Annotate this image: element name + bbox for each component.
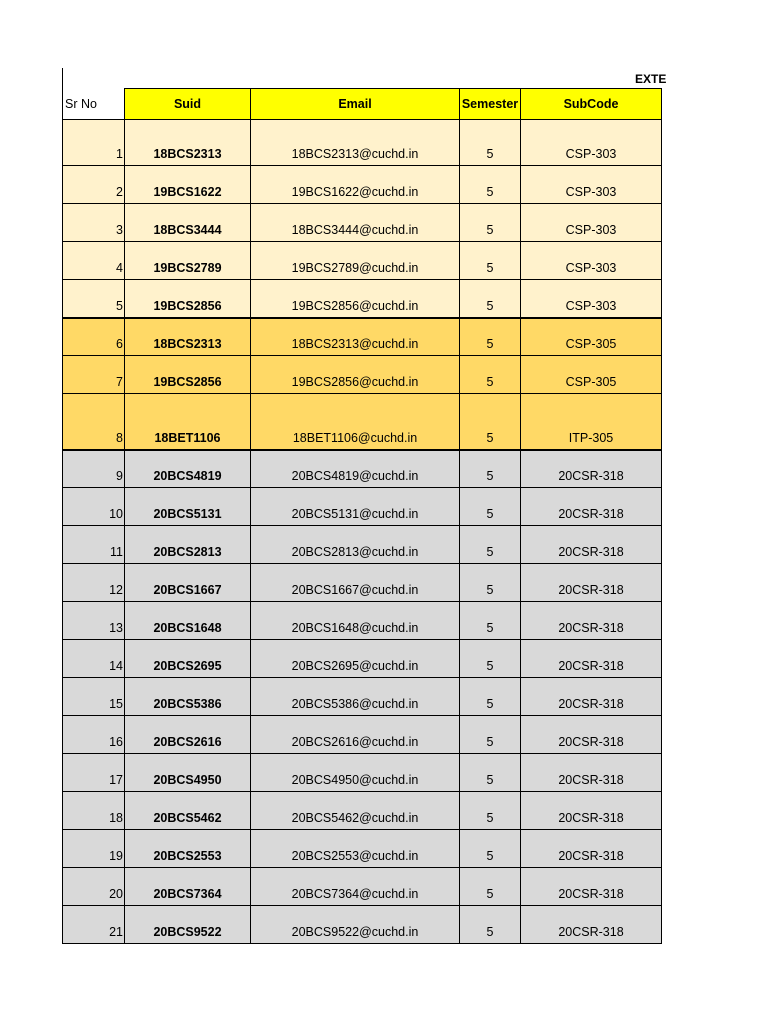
sheet-title[interactable]: EXTE (635, 72, 667, 86)
cell-sr-no[interactable]: 4 (63, 242, 125, 280)
cell-subcode[interactable]: CSP-305 (521, 356, 662, 394)
cell-email[interactable]: 19BCS2856@cuchd.in (251, 356, 460, 394)
cell-sr-no[interactable]: 2 (63, 166, 125, 204)
table-row (63, 564, 662, 602)
student-table (62, 88, 662, 944)
cell-sr-no[interactable]: 21 (63, 906, 125, 944)
cell-semester[interactable]: 5 (460, 526, 521, 564)
cell-email[interactable]: 20BCS7364@cuchd.in (251, 868, 460, 906)
cell-suid[interactable]: 18BCS2313 (125, 120, 251, 166)
cell-semester[interactable]: 5 (460, 830, 521, 868)
table-row (63, 792, 662, 830)
cell-semester[interactable]: 5 (460, 716, 521, 754)
cell-semester[interactable]: 5 (460, 394, 521, 450)
cell-subcode[interactable]: 20CSR-318 (521, 564, 662, 602)
table-row (63, 526, 662, 564)
cell-semester[interactable]: 5 (460, 318, 521, 356)
cell-email[interactable]: 20BCS4819@cuchd.in (251, 450, 460, 488)
cell-email[interactable]: 18BCS3444@cuchd.in (251, 204, 460, 242)
cell-subcode[interactable]: 20CSR-318 (521, 830, 662, 868)
cell-semester[interactable]: 5 (460, 280, 521, 318)
cell-suid[interactable]: 20BCS2553 (125, 830, 251, 868)
cell-suid[interactable]: 19BCS2789 (125, 242, 251, 280)
col-header-email[interactable]: Email (251, 89, 460, 120)
cell-email[interactable]: 18BCS2313@cuchd.in (251, 120, 460, 166)
cell-email[interactable]: 20BCS5386@cuchd.in (251, 678, 460, 716)
cell-semester[interactable]: 5 (460, 120, 521, 166)
cell-sr-no[interactable]: 11 (63, 526, 125, 564)
table-row (63, 640, 662, 678)
table-row (63, 716, 662, 754)
cell-semester[interactable]: 5 (460, 204, 521, 242)
table-row (63, 318, 662, 356)
cell-sr-no[interactable]: 17 (63, 754, 125, 792)
cell-email[interactable]: 20BCS5131@cuchd.in (251, 488, 460, 526)
cell-suid[interactable]: 20BCS2616 (125, 716, 251, 754)
cell-subcode[interactable]: CSP-303 (521, 242, 662, 280)
cell-semester[interactable]: 5 (460, 678, 521, 716)
cell-email[interactable]: 20BCS2616@cuchd.in (251, 716, 460, 754)
header-row (63, 89, 662, 120)
cell-email[interactable]: 20BCS2553@cuchd.in (251, 830, 460, 868)
cell-subcode[interactable]: 20CSR-318 (521, 450, 662, 488)
cell-email[interactable]: 18BCS2313@cuchd.in (251, 318, 460, 356)
table-row (63, 868, 662, 906)
cell-suid[interactable]: 20BCS5131 (125, 488, 251, 526)
cell-suid[interactable]: 20BCS5462 (125, 792, 251, 830)
cell-subcode[interactable]: 20CSR-318 (521, 906, 662, 944)
cell-sr-no[interactable]: 10 (63, 488, 125, 526)
cell-email[interactable]: 19BCS1622@cuchd.in (251, 166, 460, 204)
cell-sr-no[interactable]: 12 (63, 564, 125, 602)
cell-suid[interactable]: 19BCS2856 (125, 280, 251, 318)
table-row (63, 488, 662, 526)
cell-sr-no[interactable]: 19 (63, 830, 125, 868)
cell-subcode[interactable]: 20CSR-318 (521, 526, 662, 564)
cell-email[interactable]: 20BCS2813@cuchd.in (251, 526, 460, 564)
cell-subcode[interactable]: CSP-303 (521, 120, 662, 166)
cell-suid[interactable]: 20BCS4950 (125, 754, 251, 792)
cell-email[interactable]: 20BCS9522@cuchd.in (251, 906, 460, 944)
cell-semester[interactable]: 5 (460, 564, 521, 602)
cell-sr-no[interactable]: 1 (63, 120, 125, 166)
cell-semester[interactable]: 5 (460, 356, 521, 394)
cell-subcode[interactable]: 20CSR-318 (521, 640, 662, 678)
table-row (63, 830, 662, 868)
cell-sr-no[interactable]: 20 (63, 868, 125, 906)
cell-suid[interactable]: 20BCS2695 (125, 640, 251, 678)
table-row (63, 280, 662, 318)
cell-subcode[interactable]: 20CSR-318 (521, 602, 662, 640)
table-row (63, 356, 662, 394)
table-row (63, 166, 662, 204)
cell-suid[interactable]: 20BCS1648 (125, 602, 251, 640)
cell-semester[interactable]: 5 (460, 792, 521, 830)
table-row (63, 450, 662, 488)
cell-semester[interactable]: 5 (460, 640, 521, 678)
cell-email[interactable]: 20BCS1667@cuchd.in (251, 564, 460, 602)
cell-sr-no[interactable]: 14 (63, 640, 125, 678)
cell-semester[interactable]: 5 (460, 450, 521, 488)
cell-email[interactable]: 20BCS4950@cuchd.in (251, 754, 460, 792)
cell-sr-no[interactable]: 3 (63, 204, 125, 242)
cell-subcode[interactable]: ITP-305 (521, 394, 662, 450)
cell-subcode[interactable]: CSP-305 (521, 318, 662, 356)
cell-subcode[interactable]: CSP-303 (521, 204, 662, 242)
cell-suid[interactable]: 20BCS7364 (125, 868, 251, 906)
cell-suid[interactable]: 19BCS1622 (125, 166, 251, 204)
cell-subcode[interactable]: CSP-303 (521, 166, 662, 204)
cell-sr-no[interactable]: 9 (63, 450, 125, 488)
cell-email[interactable]: 20BCS1648@cuchd.in (251, 602, 460, 640)
cell-sr-no[interactable]: 16 (63, 716, 125, 754)
cell-sr-no[interactable]: 18 (63, 792, 125, 830)
cell-suid[interactable]: 20BCS5386 (125, 678, 251, 716)
cell-email[interactable]: 20BCS5462@cuchd.in (251, 792, 460, 830)
cell-email[interactable]: 18BET1106@cuchd.in (251, 394, 460, 450)
cell-suid[interactable]: 19BCS2856 (125, 356, 251, 394)
cell-semester[interactable]: 5 (460, 242, 521, 280)
table-row (63, 394, 662, 450)
cell-sr-no[interactable]: 5 (63, 280, 125, 318)
cell-semester[interactable]: 5 (460, 906, 521, 944)
col-header-sr-no[interactable]: Sr No (63, 89, 125, 120)
cell-email[interactable]: 19BCS2789@cuchd.in (251, 242, 460, 280)
cell-email[interactable]: 20BCS2695@cuchd.in (251, 640, 460, 678)
cell-suid[interactable]: 18BCS3444 (125, 204, 251, 242)
cell-semester[interactable]: 5 (460, 166, 521, 204)
cell-subcode[interactable]: 20CSR-318 (521, 678, 662, 716)
cell-email[interactable]: 19BCS2856@cuchd.in (251, 280, 460, 318)
col-header-suid[interactable]: Suid (125, 89, 251, 120)
cell-suid[interactable]: 18BET1106 (125, 394, 251, 450)
cell-semester[interactable]: 5 (460, 868, 521, 906)
cell-subcode[interactable]: 20CSR-318 (521, 868, 662, 906)
table-row (63, 204, 662, 242)
cell-suid[interactable]: 20BCS9522 (125, 906, 251, 944)
table-row (63, 242, 662, 280)
cell-sr-no[interactable]: 8 (63, 394, 125, 450)
cell-subcode[interactable]: 20CSR-318 (521, 792, 662, 830)
table-row (63, 906, 662, 944)
cell-subcode[interactable]: 20CSR-318 (521, 488, 662, 526)
cell-semester[interactable]: 5 (460, 602, 521, 640)
cell-semester[interactable]: 5 (460, 488, 521, 526)
cell-subcode[interactable]: 20CSR-318 (521, 716, 662, 754)
sheet-banner (62, 68, 667, 89)
table-row (63, 120, 662, 166)
cell-sr-no[interactable]: 13 (63, 602, 125, 640)
table-row (63, 754, 662, 792)
col-header-semester[interactable]: Semester (460, 89, 521, 120)
cell-subcode[interactable]: 20CSR-318 (521, 754, 662, 792)
table-row (63, 602, 662, 640)
table-row (63, 678, 662, 716)
cell-sr-no[interactable]: 6 (63, 318, 125, 356)
cell-suid[interactable]: 20BCS1667 (125, 564, 251, 602)
cell-semester[interactable]: 5 (460, 754, 521, 792)
cell-sr-no[interactable]: 15 (63, 678, 125, 716)
cell-suid[interactable]: 18BCS2313 (125, 318, 251, 356)
cell-suid[interactable]: 20BCS4819 (125, 450, 251, 488)
cell-sr-no[interactable]: 7 (63, 356, 125, 394)
cell-suid[interactable]: 20BCS2813 (125, 526, 251, 564)
col-header-subcode[interactable]: SubCode (521, 89, 662, 120)
cell-subcode[interactable]: CSP-303 (521, 280, 662, 318)
